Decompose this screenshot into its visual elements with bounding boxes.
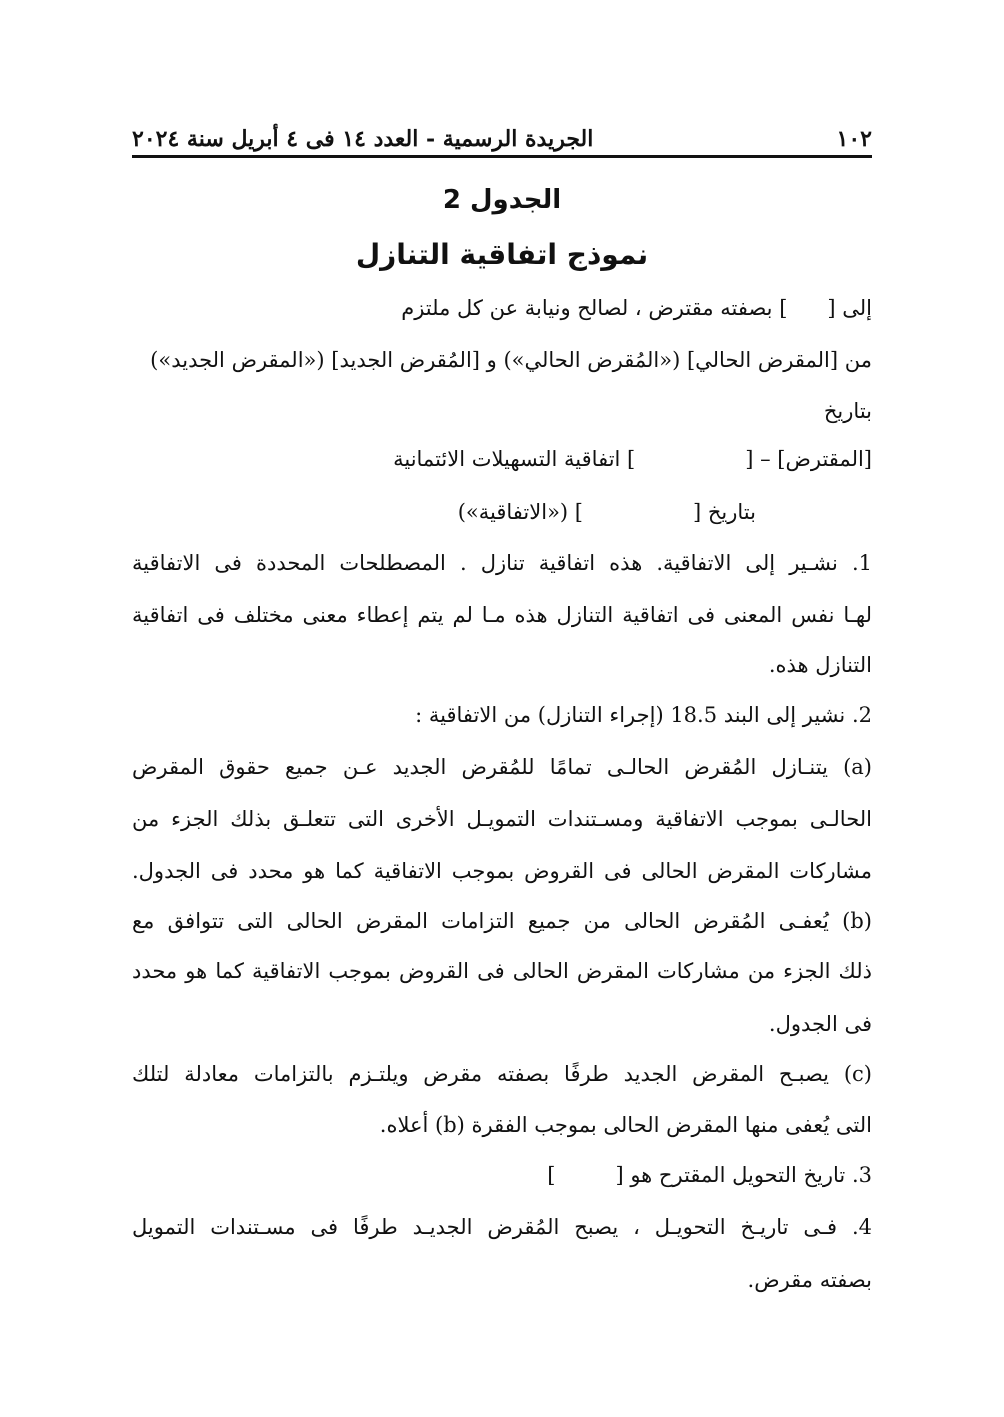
- page-header: [132, 112, 872, 152]
- transfer-date-label: 3. تاريخ التحويل المقترح هو [: [615, 1163, 872, 1187]
- schedule-heading: الجدول 2: [442, 185, 562, 215]
- preamble-date: بتاريخ [: [693, 500, 756, 524]
- preamble-to: إلى [: [827, 296, 872, 320]
- page-number: ١٠٢: [836, 126, 872, 152]
- para-1-line-3: التنازل هذه.: [768, 653, 872, 677]
- preamble-line-5: [458, 497, 756, 527]
- header-divider: [132, 155, 872, 158]
- form-title: نموذج اتفاقية التنازل: [355, 238, 649, 271]
- para-2: 2. نشير إلى البند 18.5 (إجراء التنازل) من الاتفاقية :: [415, 703, 872, 727]
- preamble-borrower: ] بصفته مقترض ، لصالح ونيابة عن كل ملتزم: [401, 296, 788, 320]
- gazette-header-title: الجريدة الرسمية - العدد ١٤ فى ٤ أبريل سنة ٢٠٢٤: [132, 126, 594, 152]
- preamble-line-4: [393, 444, 872, 474]
- para-a-line-1: (a) يتنـازل المُقرض الحالـى تمامًا للمُقرض الجديد عـن جميع حقوق المقرض: [132, 755, 872, 779]
- transfer-date-close: ]: [547, 1163, 556, 1187]
- para-b-line-2: ذلك الجزء من مشاركات المقرض الحالى فى القروض بموجب الاتفاقية كما هو محدد: [132, 959, 872, 983]
- para-3: [547, 1160, 872, 1190]
- para-c-line-2: التى يُعفى منها المقرض الحالى بموجب الفقرة (b) أعلاه.: [379, 1113, 872, 1137]
- preamble-line-3: بتاريخ: [823, 399, 872, 423]
- para-a-line-3: مشاركات المقرض الحالى فى القروض بموجب الاتفاقية كما هو محدد فى الجدول.: [132, 859, 872, 883]
- para-1-line-2: لهـا نفس المعنى فى اتفاقية التنازل هذه مـا لم يتم إعطاء معنى مختلف فى اتفاقية: [132, 603, 872, 627]
- para-c-line-1: (c) يصبـح المقرض الجديد طرفًا بصفته مقرض ويلتـزم بالتزامات معادلة لتلك: [132, 1062, 872, 1086]
- para-4-line-2: بصفته مقرض.: [747, 1268, 872, 1292]
- preamble-agreement: ] («الاتفاقية»): [457, 500, 583, 524]
- preamble-borrower-ref: [المقترض] – [: [745, 447, 872, 471]
- preamble-line-1: [401, 293, 872, 323]
- preamble-line-2: من [المقرض الحالي] («المُقرض الحالي») و [المُقرض الجديد] («المقرض الجديد»): [150, 348, 872, 372]
- para-4-line-1: 4. فـى تاريـخ التحويـل ، يصبح المُقرض الجديـد طرفًا فى مسـتندات التمويل: [132, 1215, 872, 1239]
- para-1-line-1: 1. نشـير إلى الاتفاقية. هذه اتفاقية تنازل . المصطلحات المحددة فى الاتفاقية: [132, 551, 872, 575]
- para-b-line-3: فى الجدول.: [768, 1012, 872, 1036]
- para-b-line-1: (b) يُعفـى المُقرض الحالى من جميع التزامات المقرض الحالى التى تتوافق مع: [132, 909, 872, 933]
- para-a-line-2: الحالـى بموجب الاتفاقية ومسـتندات التمويـل الأخرى التى تتعلـق بذلك الجزء من: [132, 807, 872, 831]
- preamble-facility: ] اتفاقية التسهيلات الائتمانية: [393, 447, 636, 471]
